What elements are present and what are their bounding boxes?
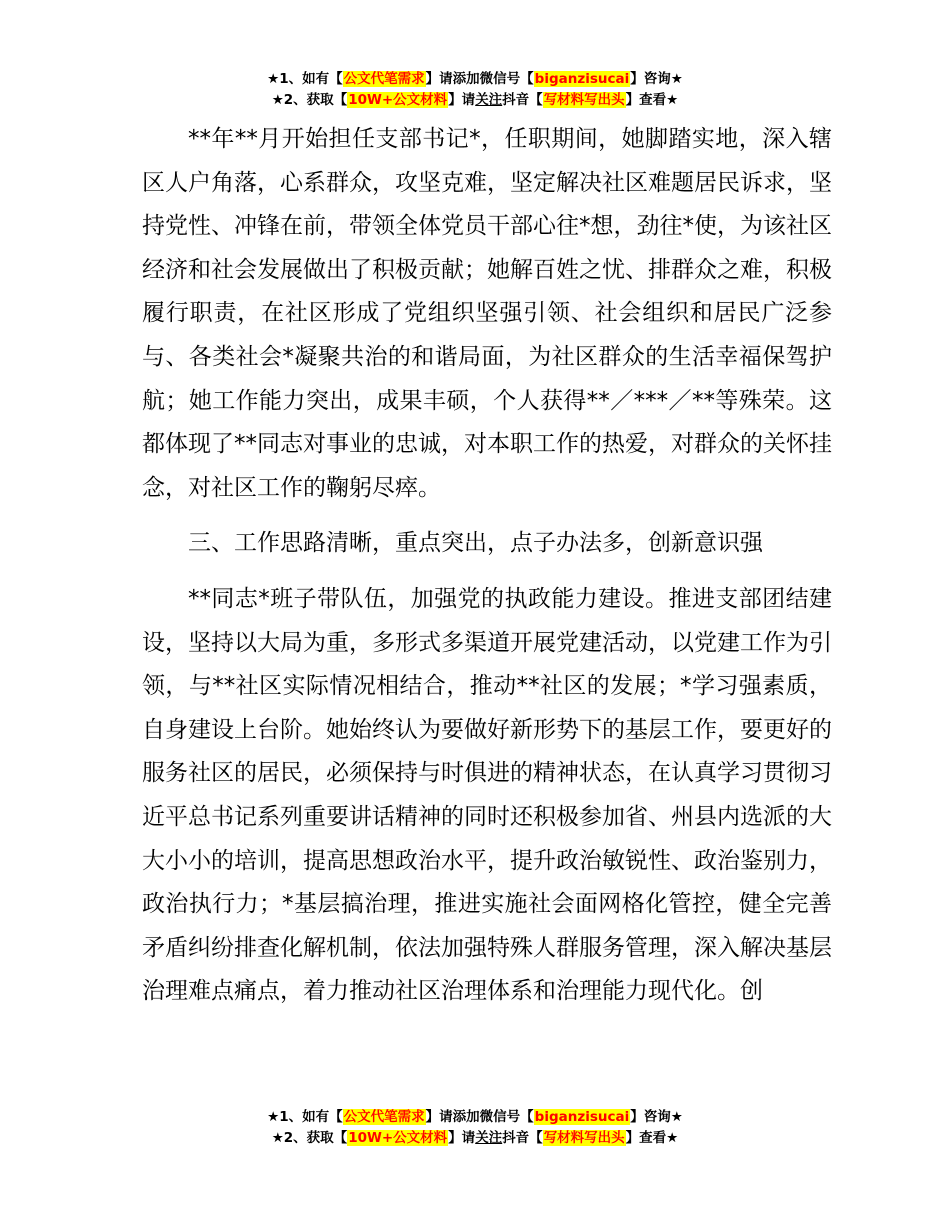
- banner-text: 】请: [448, 1130, 476, 1146]
- banner-highlight-wechat: biganzisucai: [534, 1109, 630, 1125]
- header-banner: [0, 69, 950, 111]
- banner-text: 抖音【: [502, 1130, 543, 1146]
- banner-text: 】查看★: [625, 1130, 679, 1146]
- banner-text: 】咨询★: [630, 71, 683, 87]
- banner-text: ★2、获取【: [271, 1130, 348, 1146]
- banner-highlight-material: 10W+公文材料: [348, 92, 448, 108]
- banner-text: ★1、如有【: [267, 71, 343, 87]
- banner-highlight-service: 公文代笔需求: [343, 1109, 425, 1125]
- paragraph-2: **同志*班子带队伍，加强党的执政能力建设。推进支部团结建设，坚持以大局为重，多形式多渠道开展党建活动，以党建工作为引领，与**社区实际情况相结合，推动**社区的发展；*学习强素质，自身建设上台阶。她始终认为要做好新形势下的基层工作，要更好的服务社区的居民，必须保持与时俱进的精神状态，在认真学习贯彻习近平总书记系列重要讲话精神的同时还积极参加省、州县内选派的大大小小的培训，提高思想政治水平，提升政治敏锐性、政治鉴别力，政治执行力；*基层搞治理，推进实施社会面网格化管控，健全完善矛盾纠纷排查化解机制，依法加强特殊人群服务管理，深入解决基层治理难点痛点，着力推动社区治理体系和治理能力现代化。创: [142, 585, 832, 1005]
- banner-follow-text: 关注: [475, 1130, 503, 1146]
- section-heading-3: 三、工作思路清晰，重点突出，点子办法多，创新意识强: [188, 530, 763, 557]
- document-body: [142, 118, 832, 1014]
- banner-highlight-account: 写材料写出头: [543, 1130, 625, 1146]
- banner-highlight-wechat: biganzisucai: [534, 71, 630, 87]
- banner-text: 】请添加微信号【: [425, 1109, 534, 1125]
- banner-follow-text: 关注: [475, 92, 503, 108]
- banner-line-1: [0, 1107, 950, 1128]
- banner-text: 抖音【: [502, 92, 543, 108]
- paragraph-1: **年**月开始担任支部书记*，任职期间，她脚踏实地，深入辖区人户角落，心系群众，攻坚克难，坚定解决社区难题居民诉求，坚持党性、冲锋在前，带领全体党员干部心往*想，劲往*使，为该社区经济和社会发展做出了积极贡献；她解百姓之忧、排群众之难，积极履行职责，在社区形成了党组织坚强引领、社会组织和居民广泛参与、各类社会*凝聚共治的和谐局面，为社区群众的生活幸福保驾护航；她工作能力突出，成果丰硕，个人获得**／***／**等殊荣。这都体现了**同志对事业的忠诚，对本职工作的热爱，对群众的关怀挂念，对社区工作的鞠躬尽瘁。: [142, 126, 832, 501]
- banner-text: ★1、如有【: [267, 1109, 343, 1125]
- banner-line-2: [0, 1128, 950, 1149]
- banner-text: 】请添加微信号【: [425, 71, 534, 87]
- banner-text: 】请: [448, 92, 476, 108]
- banner-highlight-material: 10W+公文材料: [348, 1130, 448, 1146]
- footer-banner: [0, 1107, 950, 1149]
- banner-highlight-account: 写材料写出头: [543, 92, 625, 108]
- banner-text: 】查看★: [625, 92, 679, 108]
- banner-highlight-service: 公文代笔需求: [343, 71, 425, 87]
- banner-line-1: [0, 69, 950, 90]
- banner-line-2: [0, 90, 950, 111]
- banner-text: 】咨询★: [630, 1109, 683, 1125]
- banner-text: ★2、获取【: [271, 92, 348, 108]
